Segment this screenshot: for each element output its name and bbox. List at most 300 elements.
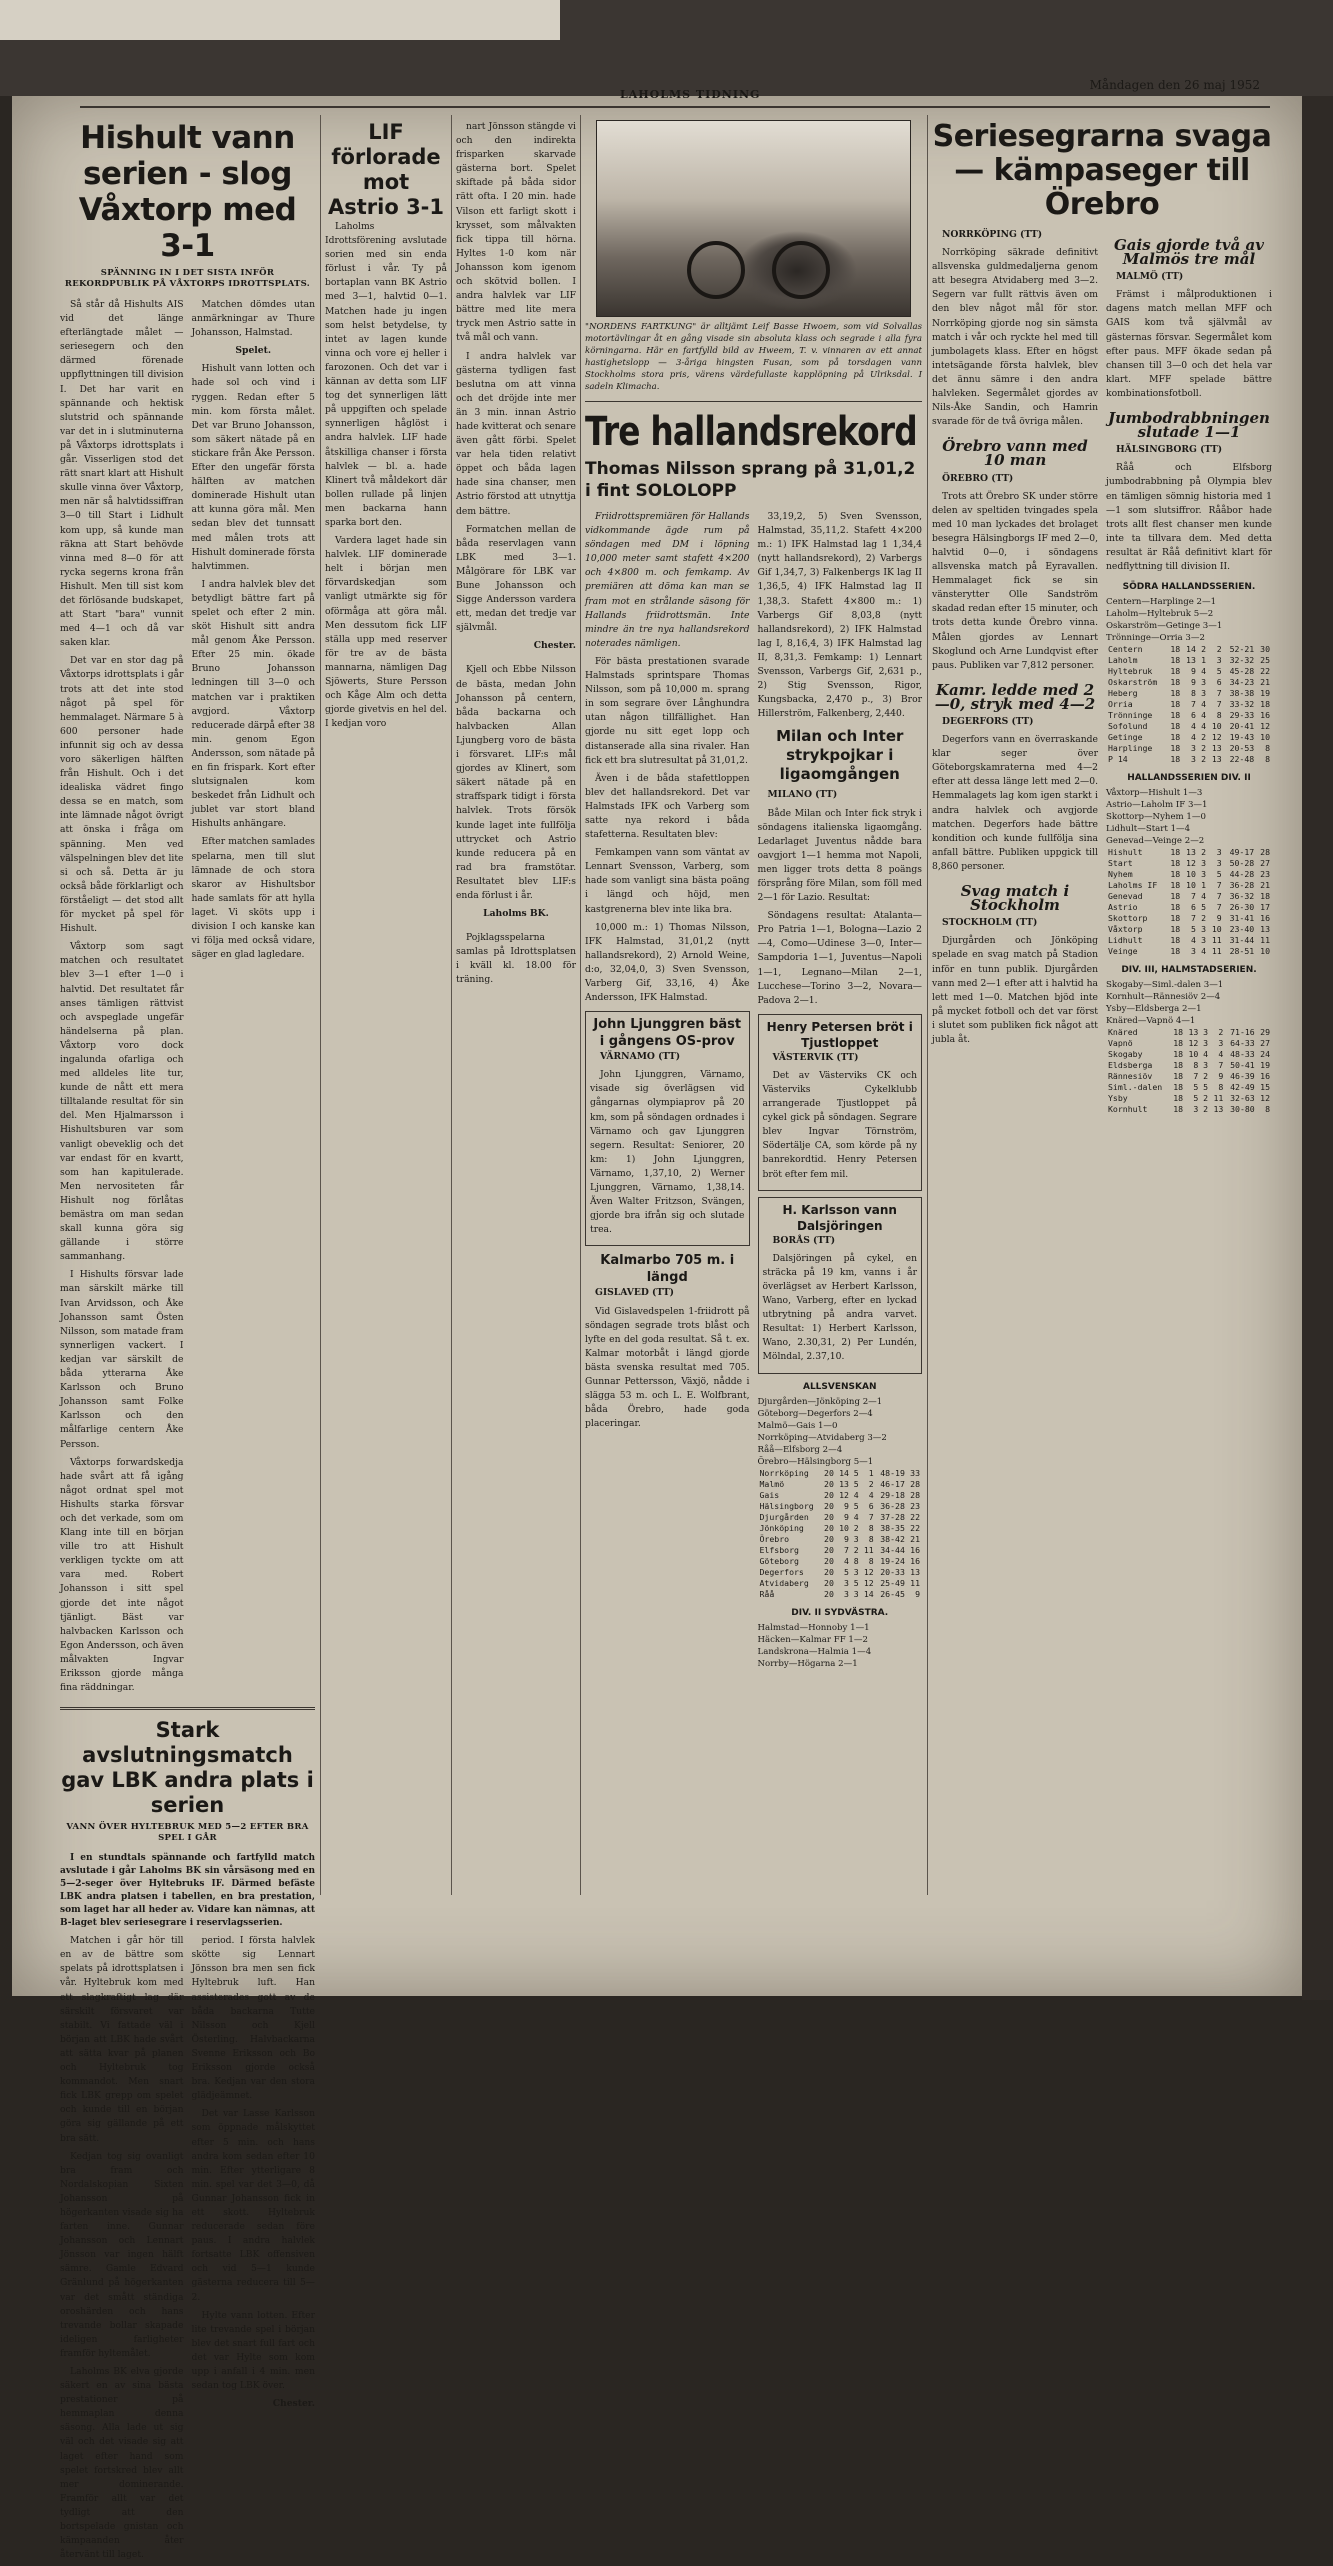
stat-cell: 4 [1201,946,1207,957]
column-rule [451,115,452,1895]
intro-tre: Friidrottspremiären för Hallands vidkommande ägde rum på söndagen med DM i löpning 10,000 meter samt stafett 4×200 och 4×800 m. och femkamp. Av premiären att döma kan man se fram mot en strålande säsong för Hallands friidrottsmän. Inte mindre än tre nya hallandsrekord noterades nämligen. [585,511,750,649]
stat-cell: 5 [1216,666,1222,677]
stat-cell: 29-18 [880,1489,905,1500]
stat-cell: 20 [824,1566,834,1577]
stat-cell: 18 [1170,721,1181,732]
stat-cell: 18 [1170,869,1181,880]
lbk-body-left [60,1934,184,2566]
stat-cell: 18 [1260,699,1270,710]
table-row [1106,1082,1272,1093]
fixture-list [758,1622,923,1670]
stat-cell: 31-44 [1229,935,1255,946]
stat-cell: 32-63 [1230,1093,1255,1104]
table-row [1106,710,1272,721]
fixture-list [1106,596,1272,644]
team-name: Norrköping [759,1467,809,1478]
headline-lif: LIF förlorade mot Astrio 3-1 [327,120,445,219]
stat-cell: 20 [824,1544,834,1555]
team-name: Degerfors [759,1566,804,1577]
team-name: Centern [1108,644,1143,655]
stat-cell: 22-48 [1229,754,1255,765]
stat-cell: 7 [1216,880,1222,891]
stat-cell: 36-32 [1229,891,1255,902]
stat-cell: 1 [1201,880,1207,891]
stat-cell: 4 [1190,721,1196,732]
scan-background-right [1302,96,1333,2000]
table-row [1106,891,1272,902]
stat-cell: 27 [1260,1038,1270,1049]
column-rule [320,115,321,1895]
paragraph: Matchen dömdes utan anmärkningar av Thure Johansson, Halmstad. [191,299,315,339]
stat-cell: 18 [1260,891,1270,902]
fixture-result: Norrköping—Atvidaberg 3—2 [757,1432,887,1443]
team-name: Trönninge [1108,710,1153,721]
stat-cell: 2 [1203,1071,1209,1082]
signoff: Chester. [272,2398,315,2410]
stat-cell: 28-51 [1229,946,1255,957]
stat-cell: 12 [1188,1038,1199,1049]
stat-cell: 8 [1265,743,1270,754]
team-name: Skogaby [1108,1049,1143,1060]
stat-cell: 42-49 [1230,1082,1255,1093]
stat-cell: 5 [1193,1093,1199,1104]
fixture-result: Norrby—Högarna 2—1 [757,1658,858,1669]
team-name: Sofolund [1108,721,1148,732]
table-row [1106,1049,1272,1060]
stat-cell: 3 [1201,869,1207,880]
stat-cell: 20 [824,1500,834,1511]
column-1 [60,120,315,2561]
paragraph: Hylte vann lotten. Efter lite trevande spel i början blev det snart full fart och det var Hylte som kom upp i anfall i 4 min. men sedan tog LBK över. [191,2309,315,2392]
team-name: Våxtorp [1108,924,1143,935]
stat-cell: 8 [1190,688,1196,699]
stat-cell: 33 [910,1467,920,1478]
signoff: Chester. [533,640,576,652]
stat-cell: 18 [1170,880,1181,891]
team-name: Göteborg [759,1555,799,1566]
fixture-result: Astrio—Laholm IF 3—1 [1106,800,1208,811]
stat-cell: 13 [1186,847,1196,858]
stat-cell: 18 [1170,946,1181,957]
stat-cell: 18 [1170,644,1181,655]
stat-cell: 18 [1170,913,1181,924]
team-name: Malmö [759,1478,785,1489]
issue-date: Måndagen den 26 maj 1952 [1089,78,1260,92]
stat-cell: 5 [1203,1082,1209,1093]
stat-cell: 48-33 [1230,1049,1255,1060]
stat-cell: 13 [1188,1027,1199,1038]
stat-cell: 3 [1218,1038,1224,1049]
stat-cell: 22 [1260,666,1270,677]
paragraph: Främst i målproduktionen i dagens match mellan MFF och GAIS kom två självmål av gästernas försvar. Segermålet kom efter paus. MFF ökade sedan på chansen till 3—0 och det hela var klart. MFF spelade bättre kombinationsfotboll. [1106,289,1272,399]
news-photo [596,120,911,317]
stat-cell: 2 [1201,644,1207,655]
stat-cell: 71-16 [1230,1027,1255,1038]
paragraph: Kjell och Ebbe Nilsson de bästa, medan John Johansson på centern, båda backarna och halvbacken Allan Ljungberg voro de bästa i försvaret. LIF:s mål gjordes av Klinert, som säkert nätade på en straffspark tidigt i första halvlek. Trots försök kunde laget inte fullfölja uttrycket och Astrio kunde reducera på en rad bra framstötar. Resultatet blev LIF:s enda förlust i år. [456,664,576,901]
team-name: Lidhult [1108,935,1143,946]
stat-cell: 34-23 [1229,677,1255,688]
stat-cell: 18 [1170,677,1181,688]
hishult-body-right [192,298,316,1699]
paragraph: Så står då Hishults AIS vid det länge efterlängtade målet — seriesegern och den därmed förenade uppflyttningen till division I. Det har varit en spännande och hektisk slutstrid och spännande var det in i slutminuterna på Våxtorps idrottsplats i går. Visserligen stod det rätt snart klart att Hishult skulle vinna över Våxtorp, men när så halvtidssiffran 3—0 till Start i Lidhult kom upp, så kunde man räkna att Start behövde vinna med 8—0 för att rycka segerns krona från Hishult. Men till sist kom det förlösande budskapet, att Start "bara" vunnit med 4—1 och då var saken klar. [60,299,184,649]
stat-cell: 10 [1188,1049,1199,1060]
stat-cell: 18 [1173,1104,1184,1115]
stat-cell: 8 [1218,1082,1224,1093]
fixture-result: Göteborg—Degerfors 2—4 [757,1408,873,1419]
tre-body [585,510,922,1670]
photo-motorcycle-wheel [687,241,745,299]
stat-cell: 12 [863,1577,874,1588]
dateline: DEGERFORS (TT) [942,716,1034,727]
stat-cell: 7 [1190,699,1196,710]
stat-cell: 2 [1201,913,1207,924]
serie-body-right [1106,228,1272,1115]
stat-cell: 52-21 [1229,644,1255,655]
table-row [758,1567,923,1578]
fixture-list [758,1396,923,1468]
team-name: Start [1108,858,1133,869]
stat-cell: 18 [1173,1027,1184,1038]
table-title: DIV. II SYDVÄSTRA. [791,1607,889,1618]
paragraph: Det var en stor dag på Våxtorps idrottsplats i går trots att det inte stod något på spel för hemmalaget. Närmare 5 à 600 personer hade infunnit sig och av dessa voro säkerligen hälften från Hishult. Och i det idealiska vädret fingo dessa se en match, som inte lämnade något övrigt att önska i fråga om spänning. Men ved välspelningen blev det lite si och så. Detta är ju också både förklarligt och förståeligt — det stod allt för mycket på spel för Hishult. [60,655,184,935]
fixture-result: Djurgården—Jönköping 2—1 [757,1396,883,1407]
paragraph: I andra halvlek blev det betydligt bättre fart på spelet och efter 2 min. sköt Hishult sitt andra mål genom Åke Persson. Efter 25 min. ökade Bruno Johansson ledningen till 3—0 och matchen var i praktiken avgjord. Våxtorp reducerade därpå efter 38 min. genom Egon Andersson, som nätade på en fin frispark. Kort efter slutsignalen kom beskedet från Lidhult och jublet var stort bland Hishults anhängare. [191,578,315,830]
table-row [1106,924,1272,935]
table-row [1106,699,1272,710]
stat-cell: 20-41 [1229,721,1255,732]
stat-cell: 26-45 [880,1588,905,1599]
stat-cell: 14 [839,1467,849,1478]
stat-cell: 7 [1218,1060,1224,1071]
table-row [758,1545,923,1556]
stat-cell: 26-30 [1229,902,1255,913]
stat-cell: 12 [1211,732,1222,743]
table-row [758,1523,923,1534]
lbk-body [60,1934,315,2566]
stat-cell: 6 [868,1500,874,1511]
stat-cell: 8 [868,1533,874,1544]
paragraph: I andra halvlek var gästerna tydligen fast beslutna om att vinna och det dröjde inte mer än 3 min. innan Astrio hade kvitterat och senare även gått förbi. Spelet var hela tiden relativt öppet och båda lagen hade sina chanser, men Astrio förstod att utnyttja dem bättre. [456,350,576,517]
table-row [758,1578,923,1589]
stat-cell: 18 [1170,655,1181,666]
subhead-tre: Thomas Nilsson sprang på 31,01,2 i fint SOLOLOPP [585,459,916,501]
stat-cell: 31-41 [1229,913,1255,924]
stat-cell: 20 [824,1588,834,1599]
dateline: VÄRNAMO (TT) [600,1051,681,1063]
league-table-hall2 [1106,847,1272,957]
table-row [758,1479,923,1490]
table-row [1106,946,1272,957]
stat-cell: 8 [1216,710,1222,721]
headline-serie: Seriesegrarna svaga — kämpaseger till Örebro [932,119,1272,222]
fixture-result: Råå—Elfsborg 2—4 [757,1444,843,1455]
headline-kalmarbo: Kalmarbo 705 m. i längd [600,1253,735,1286]
stat-cell: 46-17 [880,1478,905,1489]
stat-cell: 4 [1201,710,1207,721]
team-name: Laholms IF [1108,880,1158,891]
column-4 [585,120,922,1890]
stat-cell: 4 [1190,732,1196,743]
box-ljunggren [585,1011,750,1246]
paragraph: Även i de båda stafettloppen blev det hallandsrekord. Det var Halmstads IFK och Varberg som satte nya rekord i båda stafetterna. Resultaten blev: [585,772,750,841]
subhead-orebro: Örebro vann med 10 man [942,437,1088,470]
table-row [1106,1093,1272,1104]
stat-cell: 20-33 [880,1566,905,1577]
scan-paper-corner [0,0,560,40]
stat-cell: 23-40 [1229,924,1255,935]
stat-cell: 4 [1218,1049,1224,1060]
fixture-result: Ysby—Eldsberga 2—1 [1106,1004,1202,1015]
stat-cell: 15 [1260,1082,1270,1093]
stat-cell: 3 [853,1533,859,1544]
stat-cell: 21 [1260,677,1270,688]
paragraph: nart Jönsson stängde vi och den indirekta frisparken skarvade gästerna bort. Spelet skiftade på båda sidor rätt ofta. I 20 min. hade Vilson ett farligt skott i krysset, som målvakten fick tippa till hörna. Hyltes 1-0 kom när Johansson kom igenom och skötvid bollen. I andra halvlek var LIF bättre med lite mera tryck men Astrio satte in två mål och vann. [456,121,576,344]
table-row [1106,1027,1272,1038]
fixture-result: Häcken—Kalmar FF 1—2 [757,1634,868,1645]
subhead-svag: Svag match i Stockholm [960,882,1070,915]
kicker-lbk: VANN ÖVER HYLTEBRUK MED 5—2 EFTER BRA SPEL I GÅR [66,1822,309,1844]
stat-cell: 18 [1170,858,1181,869]
stat-cell: 3 [853,1588,859,1599]
stat-cell: 18 [1170,891,1181,902]
stat-cell: 28 [1260,847,1270,858]
stat-cell: 18 [1170,666,1181,677]
table-row [1106,902,1272,913]
stat-cell: 6 [1190,902,1196,913]
hishult-body-left [60,298,184,1699]
paragraph: Laholms Idrottsförening avslutade sorien med sin enda förlust i vår. Ty på bortaplan vann BK Astrio med 3—1, halvtid 0—1. Matchen hade ju ingen som helst betydelse, ty intet av lagen kunde vinna och vore ej heller i farozonen. Och det var i kännan av detta som LIF tog det synnerligen lätt på uppgiften och spelade synnerligen håglöst i andra halvlek. LIF hade åtskilliga chanser i första halvlek — bl. a. hade Klinert två måldekort där bollen rullade på linjen men backarna hann sparka bort den. [325,221,447,528]
box-karlsson [758,1197,923,1374]
team-name: Eldsberga [1108,1060,1153,1071]
stat-cell: 11 [1213,1093,1224,1104]
stat-cell: 10 [1211,721,1222,732]
stat-cell: 18 [1170,743,1181,754]
stat-cell: 1 [868,1467,874,1478]
stat-cell: 7 [1216,891,1222,902]
stat-cell: 18 [1170,699,1181,710]
paragraph: Vardera laget hade sin halvlek. LIF dominerade helt i början men förvardskedjan som vanligt utmärkte sig för oförmåga att göra mål. Men dessutom fick LIF ställa upp med reserver för tre av de bästa mannarna, nämligen Dag Sjöwerts, Sture Persson och Kåge Alm och detta gjorde givetvis en hel del. I kedjan voro [325,535,447,730]
table-row [1106,677,1272,688]
stat-cell: 18 [1173,1082,1184,1093]
stat-cell: 3 [1201,688,1207,699]
table-title: SÖDRA HALLANDSSERIEN. [1122,582,1256,593]
stat-cell: 3 [1203,1027,1209,1038]
stat-cell: 3 [1201,924,1207,935]
stat-cell: 2 [1216,644,1222,655]
stat-cell: 20 [824,1489,834,1500]
team-name: Gais [759,1489,780,1500]
stat-cell: 9 [1216,913,1222,924]
stat-cell: 20 [824,1555,834,1566]
stat-cell: 36-28 [880,1500,905,1511]
stat-cell: 7 [1193,1071,1199,1082]
stat-cell: 10 [1260,732,1270,743]
stat-cell: 5 [1193,1082,1199,1093]
lbk-body-right [192,1934,316,2566]
table-row [1106,688,1272,699]
newspaper-name: LAHOLMS TIDNING [620,88,761,101]
table-row [1106,858,1272,869]
stat-cell: 8 [868,1555,874,1566]
team-name: Veinge [1108,946,1138,957]
stat-cell: 29 [1260,1027,1270,1038]
stat-cell: 16 [910,1555,920,1566]
stat-cell: 19-43 [1229,732,1255,743]
fixture-result: Skogaby—Siml.-dalen 3—1 [1106,980,1224,991]
column-rule [927,115,928,1895]
stat-cell: 20 [824,1511,834,1522]
stat-cell: 3 [1201,935,1207,946]
fixture-result: Laholm—Hyltebruk 5—2 [1106,609,1214,620]
stat-cell: 2 [1203,1093,1209,1104]
stat-cell: 8 [868,1522,874,1533]
column-2 [325,120,447,1890]
stat-cell: 5 [853,1500,859,1511]
signoff: Laholms BK. [483,908,549,920]
fixture-result: Centern—Harplinge 2—1 [1106,597,1217,608]
fixture-result: Trönninge—Orria 3—2 [1106,633,1205,644]
table-row [1106,666,1272,677]
stat-cell: 23 [910,1500,920,1511]
stat-cell: 30 [1260,644,1270,655]
fixture-list [1106,787,1272,847]
stat-cell: 8 [853,1555,859,1566]
stat-cell: 38-38 [1229,688,1255,699]
stat-cell: 37-28 [880,1511,905,1522]
table-row [1106,1038,1272,1049]
stat-cell: 13 [1260,924,1270,935]
table-row [1106,880,1272,891]
stat-cell: 16 [1260,913,1270,924]
headline-henry: Henry Petersen bröt i Tjustloppet [766,1019,913,1050]
stat-cell: 17 [1260,902,1270,913]
table-row [1106,1071,1272,1082]
fixture-result: Genevad—Veinge 2—2 [1106,836,1205,847]
headline-milan: Milan och Inter strykpojkar i ligaomgången [776,727,904,784]
stat-cell: 2 [1201,847,1207,858]
stat-cell: 5 [853,1478,859,1489]
paragraph: Kedjan tog sig ovanligt bra fram och Nordalskopian Sixten Johansson på högerkanten visade sig ha farten inne. Gunnar Johansson och Lennart Jönsson var ingen hälft sämre. Gamle Edvard Gränlund på högerkanten var det smått ständiga oroshärden och hans trevande bollar skapade ideligen farligheter framför hyltemålet. [60,2150,184,2359]
stat-cell: 50-41 [1230,1060,1255,1071]
stat-cell: 20 [824,1577,834,1588]
stat-cell: 2 [1201,754,1207,765]
stat-cell: 4 [853,1489,859,1500]
team-name: Ysby [1108,1093,1128,1104]
team-name: Jönköping [759,1522,804,1533]
stat-cell: 11 [1260,935,1270,946]
team-name: Harplinge [1108,743,1153,754]
stat-cell: 5 [844,1566,849,1577]
fixture-result: Örebro—Hälsingborg 5—1 [757,1456,874,1467]
fixture-result: Lidhult—Start 1—4 [1106,824,1191,835]
stat-cell: 20 [824,1533,834,1544]
paragraph: Vid Gislavedspelen 1-friidrott på söndagen segrade trots blåst och lyfte en del goda resultat. Så t. ex. Kalmar motorbåt i längd gjorde bästa svenska resultat med 705. Gunnar Pettersson, Växjö, nådde i slägga 53 m. och L. E. Wolfbrant, båda Örebro, hade goda placeringar. [585,1305,750,1430]
stat-cell: 13 [1186,655,1196,666]
stat-cell: 38-35 [880,1522,905,1533]
stat-cell: 18 [1173,1049,1184,1060]
table-title: HALLANDSSERIEN DIV. II [1127,773,1251,784]
table-row [758,1468,923,1479]
serie-body-left [932,228,1098,1115]
table-row [1106,935,1272,946]
stat-cell: 11 [910,1577,920,1588]
table-row [758,1589,923,1600]
tre-body-right [758,510,923,1670]
stat-cell: 44-28 [1229,869,1255,880]
stat-cell: 18 [1170,754,1181,765]
dateline: MALMÖ (TT) [1116,271,1184,283]
team-name: Atvidaberg [759,1577,809,1588]
stat-cell: 3 [1201,677,1207,688]
paragraph: Det var Lasse Karlsson som öppnade målskyttet efter 5 min. och hans andra kom sedan efter 10 min. Efter ytterligare 8 min. spel var det 3—0, då Gunnar Johansson fick in ett skott. Hyltebruk reducerade sedan före paus. I andra halvlek fortsatte LBK offensiven och vid 5—1 kunde gästerna reducera till 5—2. [191,2108,315,2303]
stat-cell: 20 [824,1478,834,1489]
stat-cell: 20-53 [1229,743,1255,754]
stat-cell: 5 [1201,902,1207,913]
paragraph: Hishult vann lotten och hade sol och vind i ryggen. Redan efter 5 min. kom första målet. Det var Bruno Johansson, som säkert nätade på en stickare från Åke Persson. Efter den ungefär första hälften av matchen dominerade Hishult utan att kunna göra mål. Men sedan blev det tunnsatt med målen trots att Hishult dominerade första halvtimmen. [191,363,315,572]
dateline: HÄLSINGBORG (TT) [1116,444,1223,456]
hishult-body [60,298,315,1699]
stat-cell: 2 [853,1544,859,1555]
paragraph: Matchen i går hör till en av de bättre som spelats på idrottsplatsen i vår. Hyltebruk kom med ett slagkraftigt lag där särskilt försvaret var stabilt. Vi fattade väl i början att LBK hade svårt att sätta kvar på planen och Hyltebruk tog kommandot. Men snart fick LBK grepp om spelet och kunde till en början göra sig gällande på ett bra sätt. [60,1935,184,2144]
stat-cell: 48-19 [880,1467,905,1478]
table-row [758,1556,923,1567]
column-3 [456,120,576,1890]
stat-cell: 5 [853,1577,859,1588]
team-name: Vapnö [1108,1038,1133,1049]
subhead-jumbo: Jumbodrabbningen slutade 1—1 [1108,409,1270,442]
divider [585,401,922,402]
team-name: Laholm [1108,655,1138,666]
fixture-result: Malmö—Gais 1—0 [757,1420,838,1431]
paragraph: Både Milan och Inter fick stryk i söndagens italienska ligaomgång. Ledarlaget Juventus nådde bara oavgjort 1—1 hemma mot Napoli, men ligger trots detta 8 poängs försprång före Milan, som föll med 2—1 för Lazio. Resultat: [757,807,922,904]
stat-cell: 49-17 [1229,847,1255,858]
team-name: Örebro [759,1533,790,1544]
stat-cell: 16 [1260,1071,1270,1082]
stat-cell: 22 [910,1511,920,1522]
paragraph: Våxtorps forwardskedja hade svårt att få igång något ordnat spel mot Hishults starka försvar och det verkade, som om Klang inte till en början ville tro att Hishult verkligen tyckte om att vara med. Robert Johansson i sitt spel gjorde det inte något tjänligt. Bäst var halvbacken Karlsson och Egon Andersson, och även målvakten Ingvar Eriksson gjorde många fina räddningar. [60,1456,184,1694]
team-name: Astrio [1108,902,1138,913]
dateline: ÖREBRO (TT) [942,472,1014,484]
stat-cell: 28 [910,1489,920,1500]
table-row [758,1501,923,1512]
stat-cell: 13 [1211,743,1222,754]
stat-cell: 24 [1260,1049,1270,1060]
stat-cell: 18 [1170,847,1181,858]
league-table-sodra [1106,644,1272,765]
stat-cell: 9 [844,1533,849,1544]
stat-cell: 8 [1265,1104,1270,1115]
table-row [1106,869,1272,880]
stat-cell: 18 [1170,924,1181,935]
dateline: NORRKÖPING (TT) [942,229,1043,240]
team-name: Siml.-dalen [1108,1082,1163,1093]
stat-cell: 8 [1193,1060,1199,1071]
results-milan: Söndagens resultat: Atalanta—Pro Patria 1—1, Bologna—Lazio 2—4, Como—Udinese 3—0, Inter—Sampdoria 1—1, Juventus—Napoli 1—1, Legnano—Milan 2—1, Lucchese—Torino 3—2, Novara—Padova 2—1. [757,910,922,1006]
fixture-result: Kornhult—Rännesiöv 2—4 [1106,992,1221,1003]
stat-cell: 13 [839,1478,849,1489]
stat-cell: 4 [1201,721,1207,732]
stat-cell: 3 [1190,754,1196,765]
paragraph: Efter matchen samlades spelarna, men till slut lämnade de och stora skaror av Hishultsbor hade samlats för att hylla laget. Vi sköts upp i division I och kanske kan vi följa med också vidare, säger en glad lagledare. [191,836,315,961]
stat-cell: 16 [910,1544,920,1555]
stat-cell: 14 [1186,644,1196,655]
stat-cell: 50-28 [1229,858,1255,869]
stat-cell: 10 [1260,946,1270,957]
paragraph: Formatchen mellan de båda reservlagen vann LBK med 3—1. Målgörare för LBK var Bune Johansson och Sigge Andersson vardera ett, medan det tredje var självmål. [456,523,576,634]
divider [60,1707,315,1710]
stat-cell: 2 [1203,1104,1209,1115]
paragraph: Djurgården och Jönköping spelade en svag match på Stadion inför en tunn publik. Djurgården vann med 2—1 efter att i halvtid ha lett med 1—0. Matchen bjöd inte på mycket fotboll och det var först i slutet som publiken fick något att jubla åt. [932,935,1098,1045]
